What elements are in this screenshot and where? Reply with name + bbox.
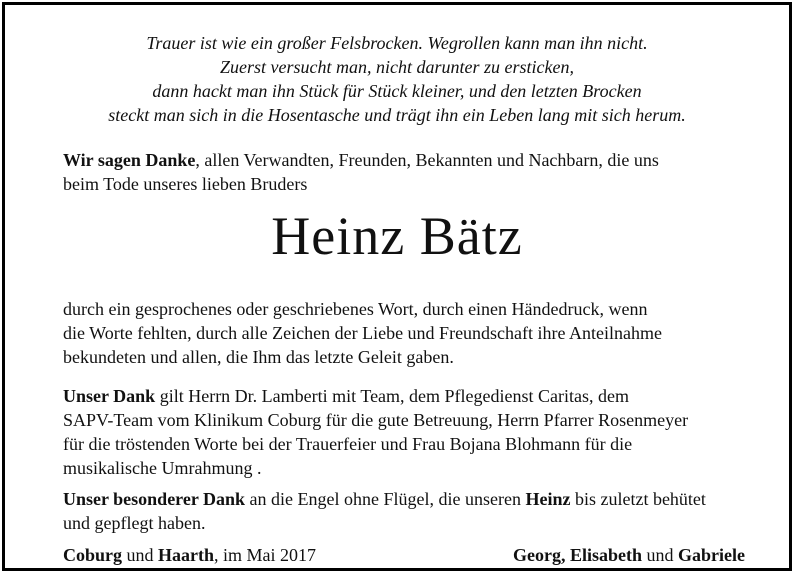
thanks-intro [63,148,763,196]
poem-line: dann hackt man ihn Stück für Stück kleiner, und den letzten Brocken [152,81,642,101]
poem [5,31,789,127]
poem-line: Zuerst versucht man, nicht darunter zu ersticken, [220,57,574,77]
special-thanks-name: Heinz [525,489,571,509]
special-thanks-bold: Unser besonderer Dank [63,489,246,509]
poem-line: steckt man sich in die Hosentasche und trägt ihn ein Leben lang mit sich herum. [108,105,686,125]
thanks-intro-bold: Wir sagen Danke [63,150,196,170]
thanks-intro-line2: beim Tode unseres lieben Bruders [63,174,308,194]
place-and-date: Coburg und Haarth, im Mai 2017 [63,545,317,565]
special-thanks: Unser besonderer Dank an die Engel ohne Flügel, die unseren Heinz bis zuletzt behütet und gepflegt haben. [63,489,706,533]
condolence-text: durch ein gesprochenes oder geschriebenes Wort, durch einen Händedruck, wenn die Worte fehlten, durch alle Zeichen der Liebe und Freundschaft ihre Anteilnahme bekundeten und allen, die Ihm das letzte Geleit gaben. [63,299,662,367]
poem-line: Trauer ist wie ein großer Felsbrocken. Wegrollen kann man ihn nicht. [146,33,648,53]
our-thanks-bold: Unser Dank [63,386,156,406]
deceased-name: Heinz Bätz [271,206,523,266]
our-thanks: Unser Dank gilt Herrn Dr. Lamberti mit Team, dem Pflegedienst Caritas, dem SAPV-Team vom Klinikum Coburg für die gute Betreuung, Herrn Pfarrer Rosenmeyer für die tröstenden Worte bei der Trauerfeier und Frau Bojana Blohmann für die musikalische Umrahmung . [63,386,689,478]
obituary-notice [2,2,792,571]
mourners: Georg, Elisabeth und Gabriele [513,545,745,565]
thanks-intro-text: , allen Verwandten, Freunden, Bekannten und Nachbarn, die uns [195,150,659,170]
